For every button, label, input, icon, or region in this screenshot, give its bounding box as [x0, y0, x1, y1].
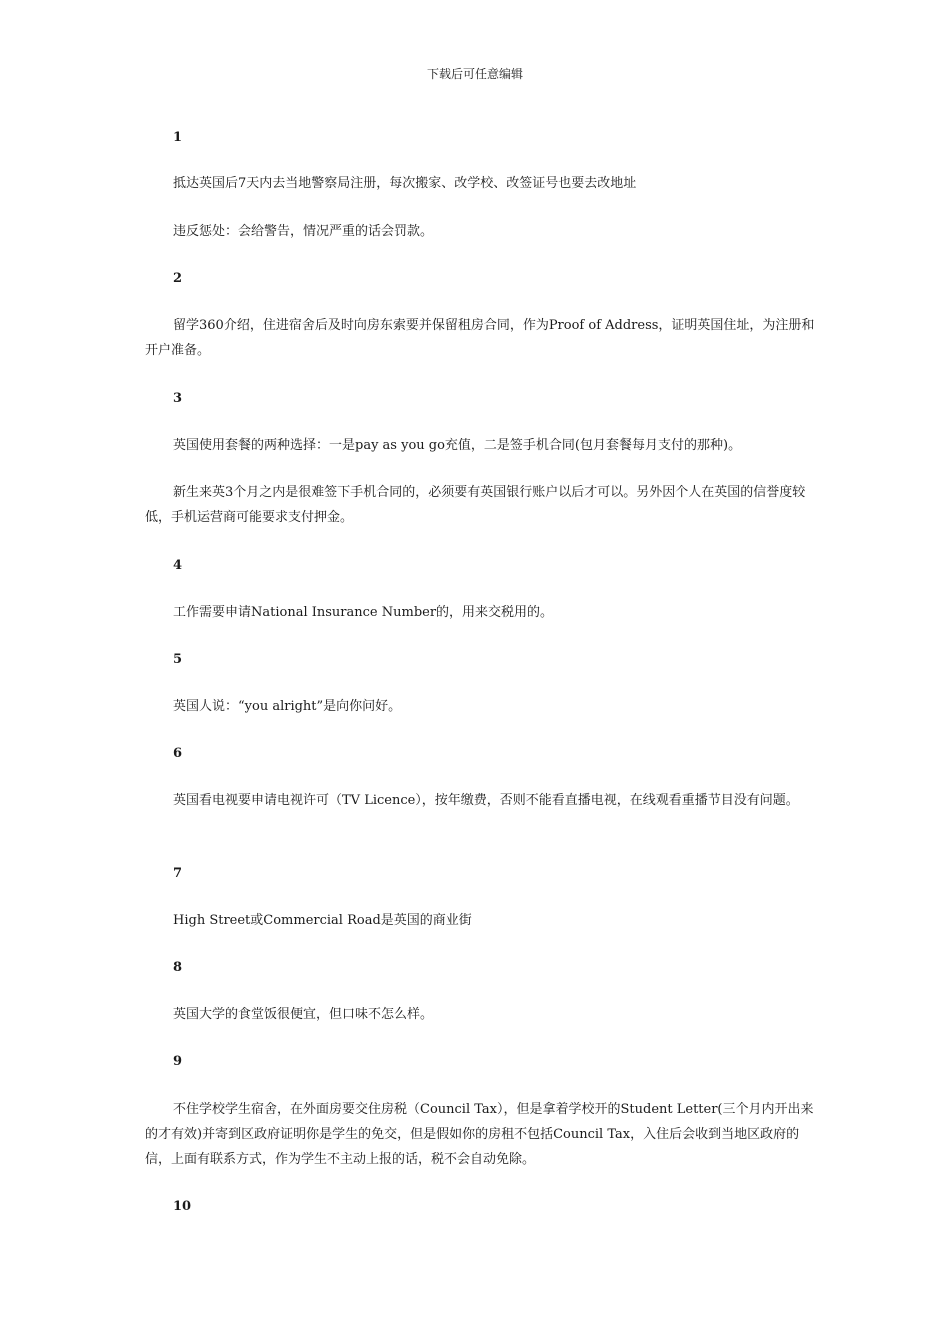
- section-number-10: 10: [173, 1199, 192, 1214]
- section-3-paragraph-1: 英国使用套餐的两种选择：一是pay as you go充值，二是签手机合同(包月套餐每月支付的那种)。: [173, 438, 742, 453]
- section-6-paragraph-1: 英国看电视要申请电视许可（TV Licence），按年缴费，否则不能看直播电视，在线观看重播节目没有问题。: [173, 793, 799, 808]
- section-number-7: 7: [173, 866, 183, 881]
- page-header-note: 下载后可任意编辑: [426, 67, 523, 81]
- section-9-paragraph-1: 不住学校学生宿舍，在外面房要交住房税（Council Tax），但是拿着学校开的Student Letter(三个月内开出来的才有效)并寄到区政府证明你是学生的免交，但是假如你的房租不包括Council Tax，入住后会收到当地区政府的信，上面有联系方式，作为学生不主动上报的话，税不会自动免除。: [145, 1102, 814, 1167]
- section-number-6: 6: [173, 746, 183, 761]
- section-number-8: 8: [173, 960, 183, 975]
- section-number-1: 1: [173, 130, 183, 145]
- section-8-paragraph-1: 英国大学的食堂饭很便宜，但口味不怎么样。: [173, 1007, 434, 1022]
- section-1-paragraph-2: 违反惩处：会给警告，情况严重的话会罚款。: [173, 224, 434, 239]
- section-number-3: 3: [173, 391, 183, 406]
- section-7-paragraph-1: High Street或Commercial Road是英国的商业街: [173, 913, 472, 928]
- section-number-5: 5: [173, 652, 183, 667]
- section-number-9: 9: [173, 1054, 183, 1069]
- section-number-2: 2: [173, 271, 183, 286]
- section-3-paragraph-2: 新生来英3个月之内是很难签下手机合同的，必须要有英国银行账户以后才可以。另外因个人在英国的信誉度较低，手机运营商可能要求支付押金。: [145, 485, 806, 525]
- section-number-4: 4: [173, 558, 183, 573]
- section-5-paragraph-1: 英国人说：“you alright”是向你问好。: [173, 699, 402, 714]
- section-2-paragraph-1: 留学360介绍，住进宿舍后及时向房东索要并保留租房合同，作为Proof of Address，证明英国住址，为注册和开户准备。: [145, 318, 815, 358]
- section-4-paragraph-1: 工作需要申请National Insurance Number的，用来交税用的。: [173, 605, 554, 620]
- section-1-paragraph-1: 抵达英国后7天内去当地警察局注册，每次搬家、改学校、改签证号也要去改地址: [173, 176, 637, 191]
